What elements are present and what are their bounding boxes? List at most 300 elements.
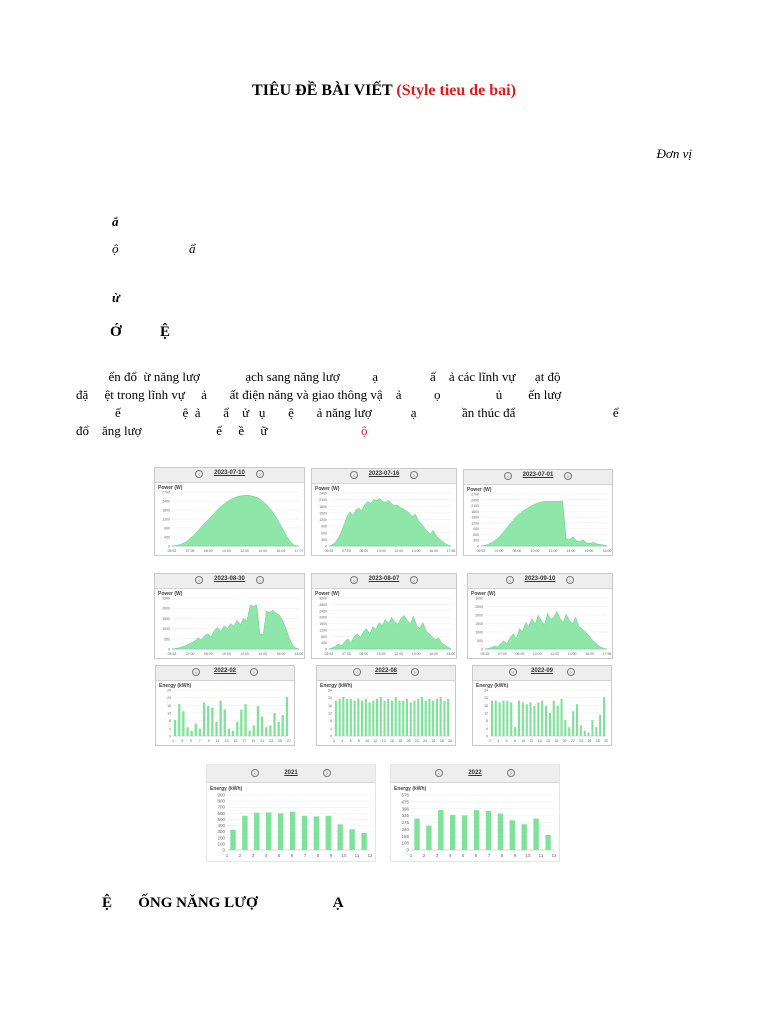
y-tick-label: 2000 xyxy=(162,606,170,611)
energy-bar xyxy=(526,704,528,736)
x-tick-label: 5 xyxy=(461,853,465,858)
y-tick-label: 24 xyxy=(484,688,488,693)
power-area-series xyxy=(329,498,451,546)
next-day-icon[interactable]: › xyxy=(256,576,264,584)
y-tick-label: 24 xyxy=(167,688,171,693)
y-tick-label: 1800 xyxy=(162,508,170,513)
x-tick-label: 15 xyxy=(233,739,238,743)
x-tick-label: 08:00 xyxy=(203,652,213,656)
y-tick-label: 2100 xyxy=(471,504,479,509)
x-tick-label: 16:00 xyxy=(429,652,438,656)
x-tick-label: 10:00 xyxy=(376,652,386,656)
energy-bar xyxy=(286,697,288,736)
y-tick-label: 475 xyxy=(401,799,409,805)
x-tick-label: 17 xyxy=(242,739,247,743)
power-area-series xyxy=(172,495,299,546)
y-tick-label: 1200 xyxy=(319,628,327,633)
y-tick-label: 12 xyxy=(484,711,488,716)
x-tick-label: 10:00 xyxy=(530,549,540,553)
y-tick-label: 2800 xyxy=(319,602,327,607)
x-tick-label: 17:58 xyxy=(602,652,612,656)
energy-bar xyxy=(232,731,234,736)
energy-bar xyxy=(533,706,535,736)
y-tick-label: 1500 xyxy=(319,511,327,516)
x-tick-label: 07:00 xyxy=(342,652,351,656)
y-tick-label: 1200 xyxy=(162,517,170,522)
chart-ylabel: Power (W) xyxy=(315,486,340,492)
energy-bar xyxy=(440,697,442,736)
chart-date: 2023-08-30 xyxy=(214,576,245,582)
title-main: TIÊU ĐỀ BÀI VIẾT xyxy=(252,82,393,99)
x-tick-label: 7 xyxy=(487,853,491,858)
y-tick-label: 396 xyxy=(401,806,409,812)
y-tick-label: 576 xyxy=(401,792,409,798)
prev-day-icon[interactable]: ‹ xyxy=(506,576,514,584)
chart-ylabel: Power (W) xyxy=(158,485,183,491)
power-area-series xyxy=(481,501,607,546)
energy-bar xyxy=(174,720,176,736)
y-tick-label: 450 xyxy=(164,535,170,540)
y-tick-label: 800 xyxy=(321,634,327,639)
x-tick-label: 2 xyxy=(333,739,335,743)
x-tick-label: 14 xyxy=(381,739,386,743)
energy-bar xyxy=(514,727,516,736)
x-tick-label: 9 xyxy=(513,853,517,858)
y-tick-label: 900 xyxy=(164,526,170,531)
energy-bar xyxy=(384,701,386,736)
energy-bar xyxy=(342,697,344,736)
fragment-b2: ẩ xyxy=(189,241,196,256)
y-tick-label: 0 xyxy=(222,847,225,853)
x-tick-label: 07:00 xyxy=(494,549,504,553)
y-tick-label: 2400 xyxy=(319,609,327,614)
y-tick-label: 0 xyxy=(486,734,488,739)
x-tick-label: 5 xyxy=(277,853,281,858)
energy-bar xyxy=(417,699,419,736)
y-tick-label: 2400 xyxy=(162,499,170,504)
x-tick-label: 14:00 xyxy=(411,549,421,553)
y-tick-label: 200 xyxy=(217,835,225,841)
x-tick-label: 05:53 xyxy=(480,652,490,656)
energy-bar xyxy=(518,701,520,736)
y-tick-label: 1200 xyxy=(319,518,327,522)
y-tick-label: 12 xyxy=(167,711,171,716)
energy-bar xyxy=(380,697,382,736)
energy-bar xyxy=(224,710,226,737)
prev-day-icon[interactable]: ‹ xyxy=(195,470,203,478)
y-tick-label: 2400 xyxy=(471,498,479,503)
x-tick-label: 10 xyxy=(521,739,526,743)
energy-bar xyxy=(354,701,356,736)
section-heading-1a: Ớ xyxy=(110,324,122,340)
chart-date: 2023-07-16 xyxy=(368,471,400,477)
x-tick-label: 20 xyxy=(562,739,567,743)
energy-bar xyxy=(365,699,367,736)
x-tick-label: 21 xyxy=(260,739,265,743)
x-tick-label: 05:53 xyxy=(324,652,334,656)
x-tick-label: 16:00 xyxy=(276,549,286,553)
x-tick-label: 4 xyxy=(264,853,268,858)
energy-bar xyxy=(242,816,247,850)
prev-day-icon[interactable]: ‹ xyxy=(350,471,358,479)
x-tick-label: 30 xyxy=(604,739,608,743)
x-tick-label: 05:53 xyxy=(167,549,177,553)
x-tick-label: 19 xyxy=(251,739,256,743)
energy-bar xyxy=(474,810,479,850)
chart-date: 2022 xyxy=(468,770,482,776)
y-tick-label: 12 xyxy=(328,711,332,716)
x-tick-label: 2 xyxy=(422,853,426,858)
x-tick-label: 4 xyxy=(497,739,500,743)
x-tick-label: 10:00 xyxy=(222,652,231,656)
energy-bar xyxy=(350,699,352,736)
energy-bar xyxy=(428,699,430,736)
y-tick-label: 300 xyxy=(321,537,327,542)
x-tick-label: 12 xyxy=(551,853,557,858)
energy-bar xyxy=(541,701,543,736)
energy-bar xyxy=(557,706,559,736)
y-tick-label: 300 xyxy=(473,538,479,543)
energy-bar xyxy=(240,710,242,737)
section-heading-2: Ệ ỐNG NĂNG LƯỢ Ạ xyxy=(102,895,344,911)
y-tick-label: 300 xyxy=(217,829,225,835)
prev-month-icon[interactable]: ‹ xyxy=(192,668,200,676)
x-tick-label: 30 xyxy=(448,739,452,743)
energy-bar xyxy=(244,704,246,736)
x-tick-label: 12:00 xyxy=(550,652,560,656)
energy-bar xyxy=(495,701,497,736)
power-chart-2 xyxy=(311,468,457,556)
x-tick-label: 24 xyxy=(579,739,584,743)
x-tick-label: 11 xyxy=(538,853,544,858)
y-tick-label: 1800 xyxy=(319,504,327,509)
energy-month-chart-2 xyxy=(316,665,456,746)
next-day-icon[interactable]: › xyxy=(256,470,264,478)
x-tick-label: 8 xyxy=(513,739,516,743)
y-tick-label: 1800 xyxy=(471,509,479,514)
energy-bar xyxy=(588,733,590,737)
y-tick-label: 4 xyxy=(486,726,488,731)
energy-bar xyxy=(499,702,501,736)
energy-bar xyxy=(450,815,455,850)
y-tick-label: 600 xyxy=(217,810,225,816)
y-tick-label: 20 xyxy=(328,696,332,701)
x-tick-label: 07:35 xyxy=(185,549,195,553)
y-tick-label: 400 xyxy=(321,641,327,646)
energy-bar xyxy=(537,702,539,736)
energy-bar xyxy=(399,701,401,736)
chart-ylabel: Energy (kWh) xyxy=(394,786,427,792)
energy-bar xyxy=(395,697,397,736)
x-tick-label: 08:00 xyxy=(203,549,213,553)
x-tick-label: 07:00 xyxy=(498,652,507,656)
prev-year-icon[interactable]: ‹ xyxy=(435,769,443,777)
next-month-icon[interactable]: › xyxy=(411,668,419,676)
y-tick-label: 2100 xyxy=(319,498,327,503)
energy-bar xyxy=(361,701,363,736)
x-tick-label: 18 xyxy=(398,739,403,743)
x-tick-label: 10 xyxy=(365,739,370,743)
x-tick-label: 16:00 xyxy=(584,549,594,553)
x-tick-label: 14 xyxy=(537,739,542,743)
y-tick-label: 500 xyxy=(164,637,170,642)
y-tick-label: 2000 xyxy=(319,615,327,620)
x-tick-label: 1 xyxy=(409,853,413,858)
energy-bar xyxy=(253,725,255,736)
x-tick-label: 24 xyxy=(423,739,428,743)
y-tick-label: 800 xyxy=(217,798,225,804)
y-tick-label: 500 xyxy=(217,816,225,822)
x-tick-label: 4 xyxy=(448,853,452,858)
energy-bar xyxy=(561,699,563,736)
energy-bar xyxy=(530,702,532,736)
x-tick-label: 2 xyxy=(238,853,242,858)
x-tick-label: 16 xyxy=(390,739,394,743)
energy-bar xyxy=(302,816,307,850)
energy-bar xyxy=(545,706,547,736)
prev-month-icon[interactable]: ‹ xyxy=(353,668,361,676)
energy-bar xyxy=(266,812,271,850)
x-tick-label: 2 xyxy=(489,739,491,743)
y-tick-label: 0 xyxy=(330,734,332,739)
y-tick-label: 155 xyxy=(401,833,409,839)
energy-bar xyxy=(195,724,197,736)
x-tick-label: 07:00 xyxy=(185,652,195,656)
y-tick-label: 500 xyxy=(477,639,483,643)
energy-bar xyxy=(349,829,354,850)
x-tick-label: 8 xyxy=(357,739,360,743)
y-tick-label: 600 xyxy=(321,531,327,536)
x-tick-label: 22 xyxy=(414,739,419,743)
y-tick-label: 700 xyxy=(217,804,225,810)
y-tick-label: 2000 xyxy=(475,613,483,618)
x-tick-label: 16:00 xyxy=(585,652,594,656)
y-tick-label: 1500 xyxy=(475,622,483,626)
x-tick-label: 7 xyxy=(198,739,201,743)
next-day-icon[interactable]: › xyxy=(564,472,572,480)
energy-bar xyxy=(410,702,412,736)
energy-bar xyxy=(595,727,597,736)
next-day-icon[interactable]: › xyxy=(410,471,418,479)
power-chart-1 xyxy=(154,467,305,556)
energy-bar xyxy=(191,731,193,736)
x-tick-label: 08:00 xyxy=(359,549,369,553)
x-tick-label: 10:00 xyxy=(222,549,231,553)
y-tick-label: 1500 xyxy=(162,616,170,621)
next-day-icon[interactable]: › xyxy=(566,576,574,584)
y-tick-label: 20 xyxy=(484,696,488,701)
next-day-icon[interactable]: › xyxy=(410,576,418,584)
power-chart-3 xyxy=(463,469,613,556)
next-year-icon[interactable]: › xyxy=(507,769,515,777)
energy-bar xyxy=(178,704,180,736)
y-tick-label: 335 xyxy=(401,813,409,819)
y-tick-label: 2700 xyxy=(471,492,479,497)
x-tick-label: 8 xyxy=(316,853,320,858)
chart-ylabel: Power (W) xyxy=(467,487,492,493)
x-tick-label: 5 xyxy=(189,739,192,743)
x-tick-label: 8 xyxy=(500,853,504,858)
energy-bar xyxy=(591,720,593,736)
prev-month-icon[interactable]: ‹ xyxy=(509,668,517,676)
energy-bar xyxy=(603,697,605,736)
chart-date: 2022-08 xyxy=(374,668,398,674)
energy-bar xyxy=(576,704,578,736)
energy-bar xyxy=(438,810,443,850)
x-tick-label: 26 xyxy=(587,739,592,743)
power-chart-6 xyxy=(467,573,613,659)
energy-bar xyxy=(545,835,550,850)
x-tick-label: 08:00 xyxy=(512,549,522,553)
energy-bar xyxy=(522,702,524,736)
energy-bar xyxy=(228,729,230,736)
x-tick-label: 05:53 xyxy=(476,549,486,553)
next-year-icon[interactable]: › xyxy=(323,769,331,777)
x-tick-label: 11 xyxy=(215,739,220,743)
x-tick-label: 18 xyxy=(554,739,559,743)
energy-bar xyxy=(432,701,434,736)
y-tick-label: 100 xyxy=(217,841,225,847)
chart-ylabel: Power (W) xyxy=(315,591,340,597)
x-tick-label: 05:53 xyxy=(167,652,177,656)
y-tick-label: 220 xyxy=(401,826,409,832)
y-tick-label: 1500 xyxy=(471,515,479,520)
energy-bar xyxy=(199,729,201,736)
y-tick-label: 16 xyxy=(484,703,488,708)
power-chart-5 xyxy=(311,573,457,659)
energy-bar xyxy=(599,715,601,736)
next-month-icon[interactable]: › xyxy=(567,668,575,676)
x-tick-label: 23 xyxy=(269,739,274,743)
chart-date: 2022-02 xyxy=(213,668,237,674)
y-tick-label: 2700 xyxy=(162,490,170,495)
x-tick-label: 12:00 xyxy=(240,652,249,656)
energy-bar xyxy=(261,717,263,737)
energy-bar xyxy=(339,699,341,736)
energy-bar xyxy=(182,711,184,736)
energy-bar xyxy=(413,701,415,736)
energy-bar xyxy=(503,701,505,736)
prev-year-icon[interactable]: ‹ xyxy=(251,769,259,777)
x-tick-label: 07:00 xyxy=(342,549,351,553)
energy-bar xyxy=(387,699,389,736)
x-tick-label: 12:00 xyxy=(394,652,404,656)
y-tick-label: 0 xyxy=(168,544,170,549)
prev-day-icon[interactable]: ‹ xyxy=(350,576,358,584)
energy-bar xyxy=(568,727,570,736)
y-tick-label: 275 xyxy=(401,820,409,825)
prev-day-icon[interactable]: ‹ xyxy=(195,576,203,584)
paragraph-line-4: đổ ăng lượ ế ề ữ xyxy=(76,423,268,438)
energy-bar xyxy=(425,701,427,736)
x-tick-label: 13 xyxy=(224,739,229,743)
energy-bar xyxy=(414,819,419,851)
chart-date: 2022-09 xyxy=(530,668,554,674)
x-tick-label: 14:00 xyxy=(258,652,268,656)
chart-ylabel: Energy (kWh) xyxy=(210,786,243,792)
x-tick-label: 08:00 xyxy=(515,652,525,656)
x-tick-label: 28 xyxy=(595,739,600,743)
paragraph-line-1: ển đổ ừ năng lượ ạch sang năng lượ ạ ấ ả các lĩnh vự ạt độ xyxy=(76,369,561,384)
energy-bar xyxy=(346,699,348,736)
chart-ylabel: Power (W) xyxy=(158,591,183,597)
y-tick-label: 0 xyxy=(477,544,479,549)
x-tick-label: 10:00 xyxy=(376,549,386,553)
energy-bar xyxy=(510,702,512,736)
x-tick-label: 12:00 xyxy=(548,549,558,553)
energy-bar xyxy=(564,720,566,736)
y-tick-label: 1000 xyxy=(162,627,170,632)
y-tick-label: 400 xyxy=(217,823,225,829)
y-tick-label: 8 xyxy=(330,719,332,724)
energy-bar xyxy=(290,812,295,850)
y-tick-label: 1600 xyxy=(319,622,327,626)
energy-bar xyxy=(211,708,213,736)
energy-bar xyxy=(314,816,319,850)
energy-year-chart-2022 xyxy=(390,764,560,862)
y-tick-label: 1200 xyxy=(471,521,479,526)
energy-bar xyxy=(357,699,359,736)
x-tick-label: 6 xyxy=(474,853,478,858)
energy-bar xyxy=(522,824,527,850)
y-tick-label: 3000 xyxy=(475,596,483,601)
x-tick-label: 05:53 xyxy=(324,549,334,553)
chart-ylabel: Energy (kWh) xyxy=(320,683,353,689)
energy-bar xyxy=(376,699,378,736)
prev-day-icon[interactable]: ‹ xyxy=(504,472,512,480)
energy-bar xyxy=(273,713,275,736)
x-tick-label: 22 xyxy=(570,739,575,743)
energy-bar xyxy=(447,699,449,736)
chart-ylabel: Energy (kWh) xyxy=(476,683,509,689)
paragraph-red-mark: ộ xyxy=(361,423,368,438)
energy-bar xyxy=(203,702,205,736)
y-tick-label: 900 xyxy=(217,792,225,798)
title-style-note: (Style tieu de bai) xyxy=(396,82,516,99)
y-tick-label: 0 xyxy=(168,647,170,652)
energy-bar xyxy=(361,833,366,850)
x-tick-label: 11 xyxy=(354,853,360,858)
y-tick-label: 24 xyxy=(328,688,332,693)
x-tick-label: 14:00 xyxy=(411,652,421,656)
x-tick-label: 08:00 xyxy=(359,652,369,656)
chart-date: 2023-07-10 xyxy=(214,470,245,476)
energy-bar xyxy=(282,715,284,736)
y-tick-label: 1000 xyxy=(475,630,483,635)
x-tick-label: 12 xyxy=(367,853,373,858)
energy-bar xyxy=(391,701,393,736)
y-tick-label: 0 xyxy=(325,647,327,652)
chart-date: 2023-07-01 xyxy=(522,472,554,478)
x-tick-label: 18:00 xyxy=(602,549,612,553)
x-tick-label: 1 xyxy=(172,739,174,743)
x-tick-label: 10 xyxy=(341,853,347,858)
x-tick-label: 12 xyxy=(529,739,534,743)
x-tick-label: 17:?? xyxy=(294,549,304,553)
x-tick-label: 14:00 xyxy=(566,549,576,553)
energy-bar xyxy=(436,699,438,736)
energy-bar xyxy=(572,711,574,736)
energy-bar xyxy=(510,820,515,850)
fragment-a: ắ xyxy=(112,214,119,229)
chart-date: 2023-08-07 xyxy=(368,576,400,582)
energy-bar xyxy=(254,813,259,850)
energy-bar xyxy=(230,830,235,850)
energy-bar xyxy=(278,813,283,850)
y-tick-label: 600 xyxy=(473,532,479,537)
next-month-icon[interactable]: › xyxy=(250,668,258,676)
x-tick-label: 6 xyxy=(349,739,352,743)
